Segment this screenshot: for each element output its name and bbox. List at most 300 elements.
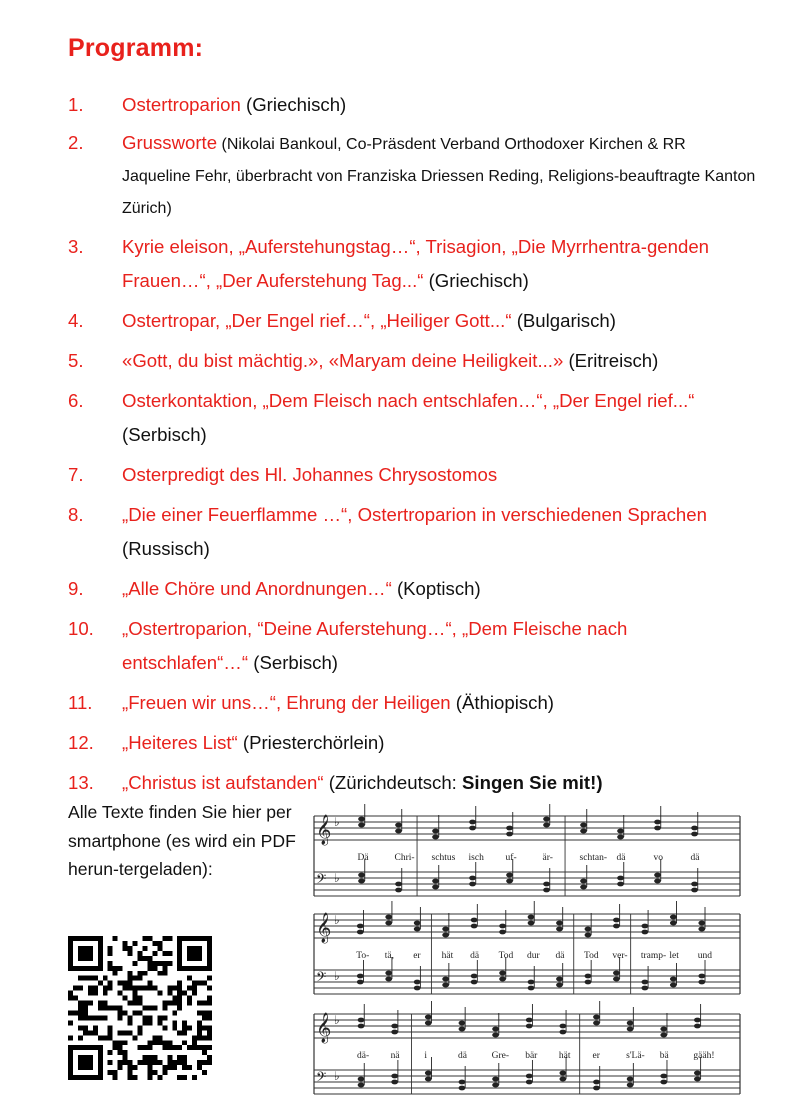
qr-finder-center xyxy=(187,946,202,961)
program-item xyxy=(68,498,758,566)
qr-module xyxy=(152,966,157,971)
qr-module xyxy=(147,961,152,966)
note-head xyxy=(627,1027,634,1032)
qr-module xyxy=(83,1006,88,1011)
qr-module xyxy=(133,1001,138,1006)
note-head xyxy=(358,823,365,828)
qr-module xyxy=(133,1035,138,1040)
qr-module xyxy=(93,986,98,991)
qr-module xyxy=(162,1045,167,1050)
note-head xyxy=(414,927,421,932)
qr-module xyxy=(147,1065,152,1070)
program-item-language: (Bulgarisch) xyxy=(511,310,616,331)
qr-module xyxy=(128,1065,133,1070)
qr-module xyxy=(202,1025,207,1030)
program-item-number: 12. xyxy=(68,732,94,753)
note-head xyxy=(528,986,535,991)
program-item-number: 7. xyxy=(68,464,84,485)
note-head xyxy=(691,832,698,837)
qr-finder-center xyxy=(78,946,93,961)
qr-module xyxy=(147,956,152,961)
qr-module xyxy=(93,1015,98,1020)
qr-module xyxy=(167,961,172,966)
program-item-title: «Gott, du bist mächtig.», «Maryam deine Heiligkeit...» xyxy=(122,350,564,371)
note-head xyxy=(469,820,476,825)
note-head xyxy=(698,980,705,985)
note-head xyxy=(459,1021,466,1026)
note-head xyxy=(698,927,705,932)
qr-module xyxy=(98,1006,103,1011)
program-item-text xyxy=(122,88,758,122)
qr-module xyxy=(197,1035,202,1040)
qr-module xyxy=(162,961,167,966)
note-head xyxy=(528,915,535,920)
qr-module xyxy=(128,951,133,956)
qr-module xyxy=(118,1040,123,1045)
qr-module xyxy=(197,1025,202,1030)
qr-module xyxy=(187,1025,192,1030)
qr-module xyxy=(162,1040,167,1045)
qr-module xyxy=(182,1055,187,1060)
lyric-syllable: dur xyxy=(527,951,540,961)
qr-module xyxy=(192,1075,197,1080)
note-head xyxy=(691,882,698,887)
qr-module xyxy=(157,1020,162,1025)
qr-module xyxy=(147,1075,152,1080)
note-head xyxy=(358,1083,365,1088)
qr-module xyxy=(133,961,138,966)
qr-module xyxy=(113,1045,118,1050)
qr-module xyxy=(157,1075,162,1080)
qr-module xyxy=(207,976,212,981)
note-head xyxy=(471,918,478,923)
qr-module xyxy=(108,1050,113,1055)
qr-module xyxy=(93,1025,98,1030)
qr-module xyxy=(147,1060,152,1065)
qr-module xyxy=(98,1035,103,1040)
note-head xyxy=(425,1077,432,1082)
program-item xyxy=(68,726,758,760)
qr-module xyxy=(78,1035,83,1040)
qr-module xyxy=(108,966,113,971)
qr-module xyxy=(202,1060,207,1065)
note-head xyxy=(471,924,478,929)
note-head xyxy=(543,823,550,828)
note-head xyxy=(593,1021,600,1026)
note-head xyxy=(580,885,587,890)
qr-module xyxy=(128,986,133,991)
lyric-syllable: Dä xyxy=(357,853,369,863)
qr-module xyxy=(103,976,108,981)
qr-module xyxy=(182,1060,187,1065)
qr-module xyxy=(83,1001,88,1006)
program-item-number: 13. xyxy=(68,772,94,793)
qr-module xyxy=(162,951,167,956)
note-head xyxy=(459,1080,466,1085)
qr-module xyxy=(123,941,128,946)
note-head xyxy=(559,1077,566,1082)
program-item-title: Kyrie eleison, „Auferstehungstag…“, Trisagion, „Die Myrrhentra-genden Frauen…“, „Der Auferstehung Tag...“ xyxy=(122,236,710,291)
qr-module xyxy=(133,986,138,991)
qr-module xyxy=(118,1006,123,1011)
note-head xyxy=(506,826,513,831)
note-head xyxy=(627,1021,634,1026)
qr-module xyxy=(108,986,113,991)
qr-module xyxy=(152,961,157,966)
qr-module xyxy=(78,1006,83,1011)
qr-module xyxy=(83,1010,88,1015)
qr-module xyxy=(152,986,157,991)
qr-module xyxy=(128,1060,133,1065)
note-head xyxy=(499,924,506,929)
qr-module xyxy=(108,1035,113,1040)
program-item xyxy=(68,384,758,452)
qr-module xyxy=(202,1050,207,1055)
note-head xyxy=(543,888,550,893)
note-head xyxy=(698,921,705,926)
qr-module xyxy=(68,991,73,996)
qr-module xyxy=(207,986,212,991)
note-head xyxy=(670,921,677,926)
qr-module xyxy=(187,986,192,991)
bass-clef-icon: 𝄢 xyxy=(316,969,327,988)
program-item-title: Ostertropar, „Der Engel rief…“, „Heiliger Gott...“ xyxy=(122,310,512,331)
qr-module xyxy=(187,1001,192,1006)
qr-module xyxy=(167,1060,172,1065)
note-head xyxy=(358,1024,365,1029)
note-head xyxy=(556,927,563,932)
qr-module xyxy=(78,976,83,981)
qr-module xyxy=(88,976,93,981)
treble-clef-icon: 𝄞 xyxy=(316,1013,332,1043)
note-head xyxy=(499,930,506,935)
note-head xyxy=(391,1030,398,1035)
qr-module xyxy=(118,1015,123,1020)
note-head xyxy=(442,933,449,938)
flat-icon: ♭ xyxy=(334,913,340,927)
qr-module xyxy=(88,986,93,991)
qr-module xyxy=(147,1055,152,1060)
qr-module xyxy=(157,946,162,951)
program-item-title: „Christus ist aufstanden“ xyxy=(122,772,324,793)
qr-module xyxy=(157,1035,162,1040)
qr-module xyxy=(152,1040,157,1045)
qr-module xyxy=(167,951,172,956)
qr-module xyxy=(113,1070,118,1075)
qr-module xyxy=(207,1001,212,1006)
qr-module xyxy=(118,1010,123,1015)
note-head xyxy=(617,876,624,881)
qr-module xyxy=(138,1045,143,1050)
note-head xyxy=(528,921,535,926)
program-item-language: (Priesterchörlein) xyxy=(237,732,385,753)
qr-module xyxy=(172,1025,177,1030)
qr-module xyxy=(138,1001,143,1006)
qr-module xyxy=(167,1065,172,1070)
qr-module xyxy=(123,996,128,1001)
qr-module xyxy=(172,1010,177,1015)
note-head xyxy=(593,1086,600,1091)
note-head xyxy=(414,986,421,991)
qr-module xyxy=(147,966,152,971)
program-item-language: (Griechisch) xyxy=(240,94,347,115)
note-head xyxy=(698,974,705,979)
qr-module xyxy=(118,981,123,986)
qr-module xyxy=(133,991,138,996)
note-head xyxy=(528,980,535,985)
qr-module xyxy=(147,936,152,941)
note-head xyxy=(358,817,365,822)
lyric-syllable: tä, xyxy=(384,951,394,961)
qr-module xyxy=(88,1030,93,1035)
qr-module xyxy=(142,971,147,976)
qr-module xyxy=(138,1025,143,1030)
qr-module xyxy=(123,981,128,986)
qr-module xyxy=(113,966,118,971)
qr-module xyxy=(147,1070,152,1075)
qr-module xyxy=(98,1015,103,1020)
qr-module xyxy=(157,991,162,996)
qr-code[interactable] xyxy=(68,936,212,1080)
program-item-title: „Heiteres List“ xyxy=(122,732,238,753)
qr-module xyxy=(167,986,172,991)
note-head xyxy=(613,918,620,923)
qr-module xyxy=(88,1015,93,1020)
note-head xyxy=(526,1080,533,1085)
qr-module xyxy=(192,991,197,996)
qr-module xyxy=(202,1070,207,1075)
program-item-title: Osterkontaktion, „Dem Fleisch nach entschlafen…“, „Der Engel rief...“ xyxy=(122,390,695,411)
qr-module xyxy=(128,1070,133,1075)
qr-module xyxy=(133,1065,138,1070)
note-head xyxy=(506,873,513,878)
note-head xyxy=(641,986,648,991)
qr-module xyxy=(167,991,172,996)
qr-module xyxy=(162,1065,167,1070)
flat-icon: ♭ xyxy=(334,969,340,983)
qr-module xyxy=(202,1015,207,1020)
qr-module xyxy=(78,986,83,991)
program-item-title: Osterpredigt des Hl. Johannes Chrysostomos xyxy=(122,464,498,485)
pdf-note: Alle Texte finden Sie hier per smartphone (es wird ein PDF herun-tergeladen): xyxy=(68,802,296,879)
note-head xyxy=(469,826,476,831)
bass-clef-icon: 𝄢 xyxy=(316,871,327,890)
qr-module xyxy=(103,1001,108,1006)
qr-module xyxy=(128,981,133,986)
qr-module xyxy=(78,1001,83,1006)
qr-module xyxy=(162,971,167,976)
program-item-language: (Serbisch) xyxy=(122,424,207,445)
qr-module xyxy=(108,946,113,951)
qr-module xyxy=(202,1001,207,1006)
qr-module xyxy=(162,1006,167,1011)
lyric-syllable: är- xyxy=(542,853,553,863)
lyric-syllable: i xyxy=(424,1051,427,1061)
qr-module xyxy=(177,1075,182,1080)
note-head xyxy=(391,1074,398,1079)
qr-module xyxy=(73,986,78,991)
lyric-syllable: ver- xyxy=(612,951,628,961)
qr-module xyxy=(142,986,147,991)
note-head xyxy=(585,933,592,938)
note-head xyxy=(357,980,364,985)
lyric-syllable: Chri- xyxy=(394,853,415,863)
program-item xyxy=(68,128,758,224)
qr-module xyxy=(128,1030,133,1035)
note-head xyxy=(442,927,449,932)
qr-module xyxy=(202,981,207,986)
note-head xyxy=(432,885,439,890)
qr-module xyxy=(187,996,192,1001)
qr-module xyxy=(152,1060,157,1065)
qr-module xyxy=(108,1025,113,1030)
qr-module xyxy=(123,1060,128,1065)
qr-module xyxy=(83,1015,88,1020)
lyric-syllable: dä xyxy=(616,853,626,863)
qr-module xyxy=(207,1010,212,1015)
note-head xyxy=(385,921,392,926)
qr-module xyxy=(142,936,147,941)
qr-module xyxy=(78,1025,83,1030)
note-head xyxy=(526,1024,533,1029)
qr-module xyxy=(83,976,88,981)
qr-module xyxy=(93,991,98,996)
note-head xyxy=(526,1074,533,1079)
qr-module xyxy=(113,971,118,976)
note-head xyxy=(694,1018,701,1023)
qr-module xyxy=(108,1030,113,1035)
note-head xyxy=(585,927,592,932)
note-head xyxy=(670,977,677,982)
program-item-number: 3. xyxy=(68,236,84,257)
lyric-syllable: gääh! xyxy=(693,1051,715,1061)
note-head xyxy=(391,1024,398,1029)
qr-module xyxy=(172,986,177,991)
program-item-language: (Zürichdeutsch: xyxy=(323,772,463,793)
treble-clef-icon: 𝄞 xyxy=(316,913,332,943)
lyric-syllable: isch xyxy=(468,853,484,863)
qr-module xyxy=(133,941,138,946)
qr-module xyxy=(128,1075,133,1080)
note-head xyxy=(506,879,513,884)
qr-module xyxy=(197,1001,202,1006)
qr-module xyxy=(142,1045,147,1050)
qr-module xyxy=(202,1035,207,1040)
qr-module xyxy=(142,956,147,961)
qr-module xyxy=(177,1030,182,1035)
qr-module xyxy=(138,971,143,976)
note-head xyxy=(660,1080,667,1085)
qr-module xyxy=(202,1010,207,1015)
lyric-syllable: schtan- xyxy=(579,853,607,863)
qr-module xyxy=(88,991,93,996)
note-head xyxy=(425,1071,432,1076)
qr-module xyxy=(123,1050,128,1055)
qr-module xyxy=(177,981,182,986)
qr-module xyxy=(157,941,162,946)
qr-module xyxy=(167,1040,172,1045)
qr-module xyxy=(138,996,143,1001)
program-item-text xyxy=(122,128,758,224)
qr-module xyxy=(197,1020,202,1025)
qr-module xyxy=(118,966,123,971)
qr-module xyxy=(207,1060,212,1065)
qr-module xyxy=(202,1045,207,1050)
qr-module xyxy=(128,1001,133,1006)
qr-module xyxy=(83,1030,88,1035)
qr-module xyxy=(167,1055,172,1060)
note-head xyxy=(559,1071,566,1076)
note-head xyxy=(617,829,624,834)
flat-icon: ♭ xyxy=(334,1013,340,1027)
qr-module xyxy=(138,1030,143,1035)
lyric-syllable: Tod xyxy=(583,951,599,961)
note-head xyxy=(617,835,624,840)
note-head xyxy=(385,915,392,920)
note-head xyxy=(580,823,587,828)
note-head xyxy=(492,1077,499,1082)
note-head xyxy=(499,977,506,982)
note-head xyxy=(543,882,550,887)
qr-module xyxy=(207,1045,212,1050)
note-head xyxy=(432,879,439,884)
qr-module xyxy=(103,1015,108,1020)
program-item-language: (Griechisch) xyxy=(423,270,529,291)
qr-module xyxy=(133,1075,138,1080)
program-item-number: 2. xyxy=(68,132,84,153)
program-item-language: (Nikolai Bankoul, Co-Präsdent Verband Orthodoxer Kirchen & RR Jaqueline Fehr, überbracht von Franziska Driessen Reding, Religions-beauftragte Kanton Zürich) xyxy=(122,136,756,217)
note-head xyxy=(526,1018,533,1023)
note-head xyxy=(442,977,449,982)
note-head xyxy=(654,879,661,884)
qr-module xyxy=(207,1015,212,1020)
program-item-language: (Russisch) xyxy=(122,538,210,559)
note-head xyxy=(660,1033,667,1038)
qr-module xyxy=(118,1045,123,1050)
qr-module xyxy=(182,1025,187,1030)
program-item xyxy=(68,344,758,378)
program-item xyxy=(68,458,758,492)
qr-module xyxy=(172,996,177,1001)
qr-module xyxy=(192,1035,197,1040)
qr-module xyxy=(93,1030,98,1035)
qr-module xyxy=(207,1025,212,1030)
note-head xyxy=(559,1030,566,1035)
qr-module xyxy=(162,1015,167,1020)
lyric-syllable: er xyxy=(413,951,421,961)
qr-module xyxy=(157,961,162,966)
program-item-text xyxy=(122,766,758,800)
qr-module xyxy=(93,976,98,981)
qr-module xyxy=(177,996,182,1001)
qr-module xyxy=(73,996,78,1001)
note-head xyxy=(492,1027,499,1032)
qr-module xyxy=(128,1015,133,1020)
qr-module xyxy=(103,991,108,996)
qr-module xyxy=(147,1006,152,1011)
note-head xyxy=(358,1077,365,1082)
program-item-text xyxy=(122,612,758,680)
note-head xyxy=(580,879,587,884)
qr-module xyxy=(128,971,133,976)
note-head xyxy=(395,829,402,834)
qr-module xyxy=(182,1065,187,1070)
qr-module xyxy=(108,1006,113,1011)
note-head xyxy=(471,980,478,985)
note-head xyxy=(613,977,620,982)
lyric-syllable: dä xyxy=(470,951,480,961)
qr-module xyxy=(167,936,172,941)
